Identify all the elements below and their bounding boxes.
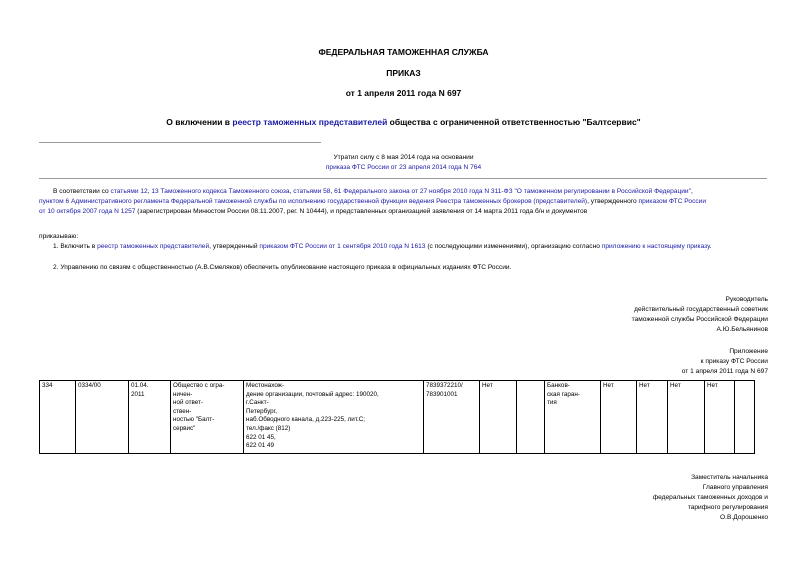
table-cell: [735, 381, 755, 454]
table-cell: [637, 381, 668, 454]
validity-line: Утратил силу с 8 мая 2014 года на основании: [333, 154, 474, 161]
table-cell-line: сервис": [173, 424, 196, 432]
table-cell-line: Петербург,: [246, 407, 277, 415]
table-cell-line: тия: [547, 399, 557, 407]
table-cell-line: ной ответ-: [173, 399, 204, 407]
table-cell-line: Банков-: [547, 382, 570, 389]
table-cell-line: Нет: [603, 382, 614, 389]
text-run: , утвержденный: [209, 243, 260, 250]
footer-signature-line: Главного управления: [702, 484, 768, 491]
doc-date-number: от 1 апреля 2011 года N 697: [345, 88, 462, 98]
text-run: (с последующими изменениями), организацию согласно: [425, 243, 602, 250]
text-run: 1. Включить в: [53, 243, 98, 250]
table-cell: [545, 381, 601, 454]
appendix-table: [39, 380, 755, 454]
table-cell-line: Нет: [639, 382, 650, 389]
inline-link[interactable]: пунктом 6 Административного регламента Федеральной таможенной службы по исполнению государственной функции ведения Реестра таможенных брокеров (представителей): [39, 198, 588, 205]
validity-order-link[interactable]: приказа ФТС России от 23 апреля 2014 года N 764: [325, 164, 482, 171]
table-cell: [244, 381, 424, 454]
table-cell-line: 622 01 49: [246, 442, 275, 450]
table-cell-line: дение организации, почтовый адрес: 190020,: [246, 390, 379, 398]
table-cell-line: 0334/00: [78, 382, 101, 389]
table-cell: [480, 381, 517, 454]
footer-signature-block: [653, 473, 768, 523]
signature-block: [632, 295, 768, 335]
preamble-line-1: [39, 187, 769, 197]
appendix-line: от 1 апреля 2011 года N 697: [681, 368, 768, 375]
table-cell-line: 783901001: [426, 390, 458, 398]
text-run: ,: [690, 188, 693, 195]
table-cell-line: 7839372210/: [426, 382, 463, 389]
table-cell-line: ствен-: [173, 407, 192, 415]
signature-line: таможенной службы Российской Федерации: [631, 316, 768, 323]
order-item-1: [53, 242, 712, 252]
table-cell-line: Нет: [482, 382, 493, 389]
appendix-line: Приложение: [729, 348, 768, 355]
table-cell-line: 622 01 45,: [246, 433, 276, 441]
signature-line: действительный государственный советник: [634, 306, 768, 313]
table-cell-line: 2011: [131, 390, 145, 398]
inline-link[interactable]: приложению к настоящему приказу: [601, 243, 710, 250]
signature-line: А.Ю.Бельянинов: [716, 326, 768, 333]
appendix-line: к приказу ФТС России: [700, 358, 768, 365]
table-cell: [424, 381, 480, 454]
text-run: , утвержденного: [587, 198, 639, 205]
table-cell-line: ностью "Балт-: [173, 416, 215, 424]
table-cell: [668, 381, 705, 454]
footer-signature-line: тарифного регулирования: [687, 504, 768, 511]
table-cell-line: наб.Обводного канала, д.223-225, лит.С;: [246, 416, 366, 424]
separator-long: [39, 178, 767, 179]
table-row: [40, 381, 755, 454]
table-cell-line: Местонахож-: [246, 382, 285, 389]
table-cell: [40, 381, 76, 454]
text-run: ,: [147, 188, 152, 195]
table-cell: [129, 381, 171, 454]
title-suffix: общества с ограниченной ответственностью "Балтсервис": [387, 117, 641, 127]
text-run: .: [709, 243, 712, 250]
inline-link[interactable]: статьями 12: [110, 188, 148, 195]
table-cell: [76, 381, 129, 454]
table-cell: [601, 381, 637, 454]
inline-link[interactable]: от 10 октября 2007 года N 1257: [39, 208, 136, 215]
preamble-line-3: [39, 207, 769, 217]
separator-short: [39, 142, 321, 143]
table-cell-line: г.Санкт-: [246, 399, 269, 407]
text-run: ,: [289, 188, 294, 195]
inline-link[interactable]: 13 Таможенного кодекса Таможенного союза: [151, 188, 290, 195]
agency-title: ФЕДЕРАЛЬНАЯ ТАМОЖЕННАЯ СЛУЖБА: [318, 47, 489, 57]
order-title: [0, 117, 807, 127]
table-cell-line: тел./факс (812): [246, 424, 291, 432]
footer-signature-line: О.В.Дорошенко: [720, 514, 768, 521]
table-cell-line: ская гаран-: [547, 390, 580, 398]
text-run: ,: [330, 188, 335, 195]
table-cell-line: Нет: [707, 382, 718, 389]
validity-note: [0, 153, 807, 173]
text-run: В соответствии со: [53, 188, 111, 195]
text-run: (зарегистрирован Минюстом России 08.11.2007, рег. N 10444), и представленных организацией заявления от 14 марта 2011 года б/н и документов: [135, 208, 588, 215]
title-registry-link[interactable]: реестр таможенных представителей: [232, 117, 388, 127]
inline-link[interactable]: статьями 58: [293, 188, 331, 195]
preamble: [39, 187, 769, 217]
table-cell-line: Общество с огра-: [173, 382, 225, 389]
signature-line: Руководитель: [725, 296, 768, 303]
table-cell-line: Нет: [670, 382, 681, 389]
table-cell: [171, 381, 244, 454]
table-cell: [705, 381, 735, 454]
title-prefix: О включении в: [166, 117, 233, 127]
table-cell-line: 01.04.: [131, 382, 149, 389]
inline-link[interactable]: приказом ФТС России от 1 сентября 2010 года N 1613: [259, 243, 426, 250]
preamble-line-2: [39, 197, 769, 207]
appendix-block: [682, 347, 768, 377]
table-cell: [517, 381, 545, 454]
doc-type: ПРИКАЗ: [386, 68, 421, 78]
order-item-2: 2. Управлению по связям с общественностью (А.В.Смеляков) обеспечить опубликование настоящего приказа в официальных изданиях ФТС России.: [53, 264, 512, 271]
order-word: приказываю:: [39, 233, 79, 240]
inline-link[interactable]: приказом ФТС России: [638, 198, 707, 205]
table-cell-line: ничен-: [173, 390, 193, 398]
footer-signature-line: Заместитель начальника: [691, 474, 768, 481]
table-cell-line: 334: [42, 382, 53, 389]
inline-link[interactable]: реестр таможенных представителей: [97, 243, 210, 250]
inline-link[interactable]: 61 Федерального закона от 27 ноября 2010 года N 311-ФЗ "О таможенном регулировании в Российской Федерации": [334, 188, 691, 195]
footer-signature-line: федеральных таможенных доходов и: [652, 494, 768, 501]
